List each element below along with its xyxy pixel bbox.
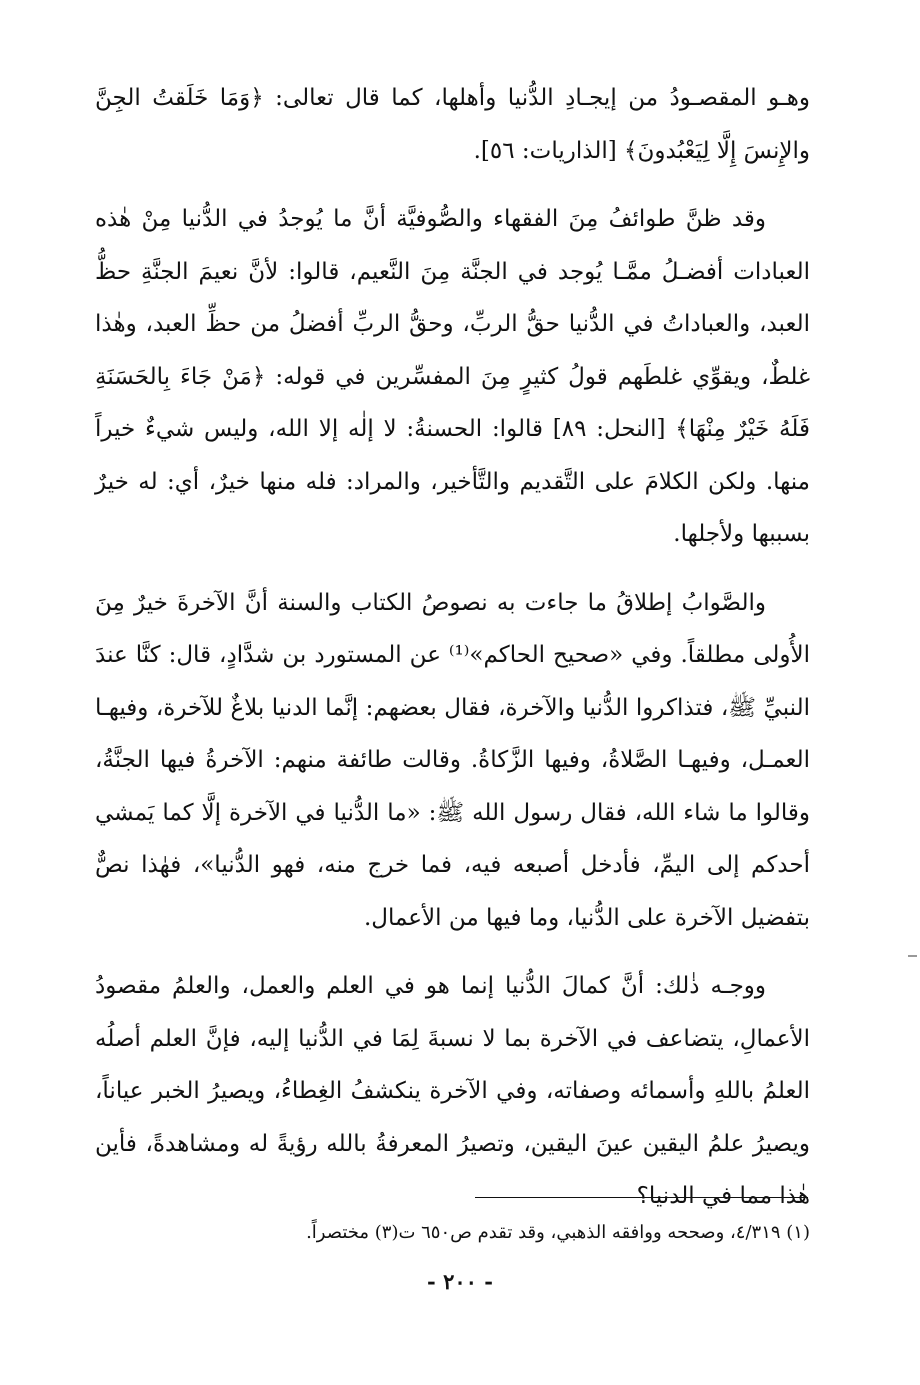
paragraph-1: وهـو المقصـودُ من إيجـادِ الدُّنيا وأهلها، كما قال تعالى: ﴿وَمَا خَلَقتُ الجِنَّ والإِنسَ إِلَّا لِيَعْبُدونَ﴾ [الذاريات: ٥٦]. (95, 85, 810, 164)
scan-mark (908, 955, 917, 957)
paragraph-4: ووجـه ذٰلك: أنَّ كمالَ الدُّنيا إنما هو في العلم والعمل، والعلمُ مقصودُ الأعمالِ، يتضاعف في الآخرة بما لا نسبةَ لِمَا في الدُّنيا إليه، فإنَّ العلم أصلُه العلمُ باللهِ وأسمائه وصفاته، وفي الآخرة ينكشفُ الغِطاءُ، ويصيرُ الخبر عياناً، ويصيرُ علمُ اليقين عينَ اليقين، وتصيرُ المعرفةُ بالله رؤيةً له ومشاهدةً، فأين هٰذا مما في الدنيا؟ (95, 973, 810, 1209)
paragraph-2: وقد ظنَّ طوائفُ مِنَ الفقهاء والصُّوفيَّة أنَّ ما يُوجدُ في الدُّنيا مِنْ هٰذه العبادات أفضـلُ ممَّـا يُوجد في الجنَّة مِنَ النَّعيم، قالوا: لأنَّ نعيمَ الجنَّةِ حظُّ العبد، والعباداتُ في الدُّنيا حقُّ الربِّ، وحقُّ الربِّ أفضلُ من حظِّ العبد، وهٰذا غلطٌ، ويقوِّي غلطَهم قولُ كثيرٍ مِنَ المفسِّرين في قوله: ﴿مَنْ جَاءَ بِالحَسَنَةِ فَلَهُ خَيْرٌ مِنْهَا﴾ [النحل: ٨٩] قالوا: الحسنةُ: لا إلٰه إلا الله، وليس شيءٌ خيراً منها. ولكن الكلامَ على التَّقديم والتَّأخير، والمراد: فله منها خيرٌ، أي: له خيرٌ بسببها ولأجلها. (95, 206, 810, 547)
footnote-divider (475, 1197, 808, 1198)
page-body (95, 72, 810, 1239)
footnote: (١) ٤/٣١٩، وصححه ووافقه الذهبي، وقد تقدم ص٦٥٠ ت(٣) مختصراً. (306, 1222, 810, 1243)
page-number: - ٢٠٠ - (427, 1269, 493, 1294)
paragraph-3: والصَّوابُ إطلاقُ ما جاءت به نصوصُ الكتاب والسنة أنَّ الآخرةَ خيرٌ مِنَ الأُولى مطلقاً. وفي «صحيح الحاكم»⁽¹⁾ عن المستورد بن شدَّادٍ، قال: كنَّا عندَ النبيِّ ﷺ، فتذاكروا الدُّنيا والآخرة، فقال بعضهم: إنَّما الدنيا بلاغٌ للآخرة، وفيهـا العمـل، وفيهـا الصَّلاةُ، وفيها الزَّكاةُ. وقالت طائفة منهم: الآخرةُ فيها الجنَّةُ، وقالوا ما شاء الله، فقال رسول الله ﷺ: «ما الدُّنيا في الآخرة إلَّا كما يَمشي أحدكم إلى اليمِّ، فأدخل أصبعه فيه، فما خرج منه، فهو الدُّنيا»، فهٰذا نصٌّ بتفضيل الآخرة على الدُّنيا، وما فيها من الأعمال. (95, 589, 810, 931)
